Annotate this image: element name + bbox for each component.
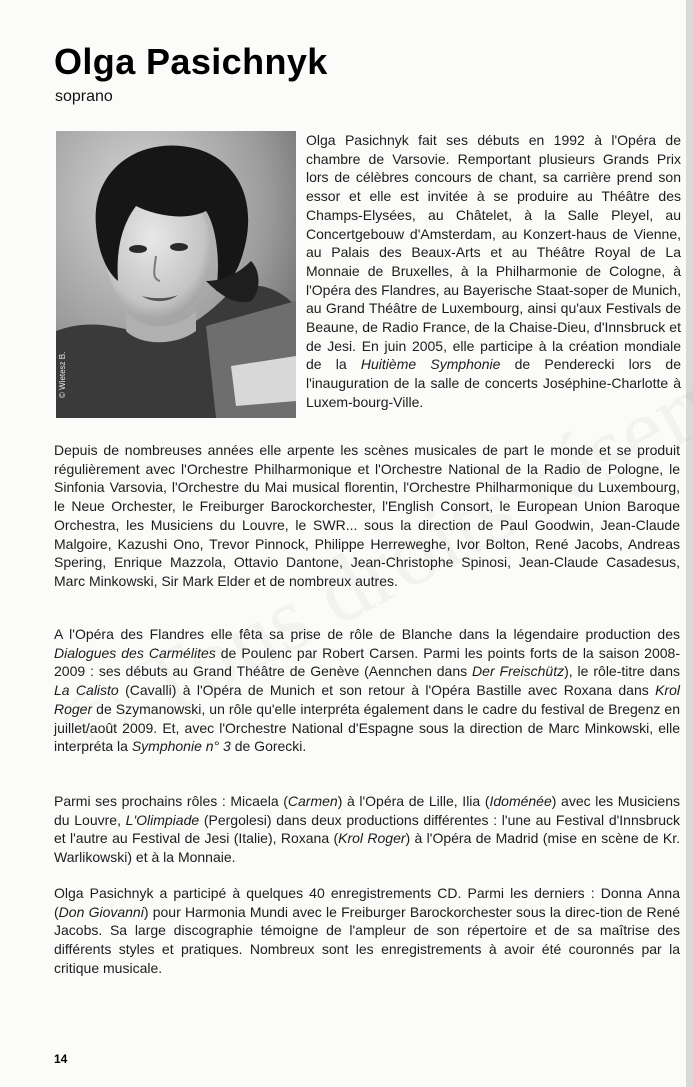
italic-title: Don Giovanni — [58, 903, 144, 920]
artist-name: Olga Pasichnyk — [54, 41, 328, 82]
italic-title: Krol Roger — [54, 682, 680, 717]
italic-title: Der Freischütz — [472, 663, 565, 680]
artist-role: soprano — [55, 88, 113, 105]
bio-paragraph-4: Parmi ses prochains rôles : Micaela (Carmen) à l'Opéra de Lille, Ilia (Idoménée) avec les Musiciens du Louvre, L'Olimpiade (Pergolesi) dans deux productions différentes : l'une au Festival d'Innsbruck et l'autre au Festival de Jesi (Italie), Roxana (Krol Roger) à l'Opéra de Madrid (mise en scène de Kr. Warlikowski) et à la Monnaie. — [54, 793, 681, 866]
portrait-illustration — [56, 131, 296, 418]
photo-credit: © Wietesz B. — [58, 351, 67, 398]
italic-title: Krol Roger — [338, 830, 406, 847]
bio-paragraph-2: Depuis de nombreuses années elle arpente les scènes musicales de part le monde et se produit régulièrement avec l'Orchestre Philharmonique et l'Orchestre National de la Radio de Pologne, le Sinfonia Varsovia, l'Orchestre du Mai musical florentin, l'Orchestre Philharmonique du Luxembourg, le Neue Orchester, le Freiburger Barockorchester, l'English Consort, le European Union Baroque Orchestra, les Musiciens du Louvre, le SWR... sous la direction de Paul Goodwin, Jean-Claude Malgoire, Kazushi Ono, Trevor Pinnock, Philippe Herreweghe, Ivor Bolton, René Jacobs, Andreas Spering, Enrique Mazzola, Ottavio Dantone, Jean-Christophe Spinosi, Jean-Claude Casadesus, Marc Minkowski, Sir Mark Elder et de nombreux autres. — [54, 442, 680, 589]
bio-paragraph-1: Olga Pasichnyk fait ses débuts en 1992 à l'Opéra de chambre de Varsovie. Remportant plusieurs Grands Prix lors de célèbres concours de chant, sa carrière prend son essor et elle est invitée à se produire au Théâtre des Champs-Elysées, au Châtelet, à la Salle Pleyel, au Concertgebouw d'Amsterdam, au Konzert-haus de Vienne, au Palais des Beaux-Arts et au Théâtre Royal de La Monnaie de Bruxelles, à la Philharmonie de Cologne, à l'Opéra des Flandres, au Bayerische Staat-soper de Munich, au Grand Théâtre de Luxembourg, ainsi qu'aux Festivals de Beaune, de Radio France, de la Chaise-Dieu, d'Innsbruck et de Jesi. En juin 2005, elle participe à la création mondiale de la Huitième Symphonie de Penderecki lors de l'inauguration de la salle de concerts Joséphine-Charlotte à Luxem-bourg-Ville. — [306, 132, 682, 410]
bio-paragraph-3: A l'Opéra des Flandres elle fêta sa prise de rôle de Blanche dans la légendaire production des Dialogues des Carmélites de Poulenc par Robert Carsen. Parmi les points forts de la saison 2008-2009 : ses débuts au Grand Théâtre de Genève (Aennchen dans Der Freischütz), le rôle-titre dans La Calisto (Cavalli) à l'Opéra de Munich et son retour à l'Opéra Bastille avec Roxana dans Krol Roger de Szymanowski, un rôle qu'elle interpréta également dans le cadre du festival de Bregenz en juillet/août 2009. Et, avec l'Orchestre National d'Espagne sous la direction de Marc Minkowski, elle interpréta la Symphonie n° 3 de Gorecki. — [54, 626, 680, 755]
italic-title: Symphonie n° 3 — [131, 738, 231, 755]
italic-title: L'Olimpiade — [125, 811, 200, 828]
artist-photo — [56, 131, 296, 418]
italic-title: Carmen — [287, 793, 338, 809]
bio-paragraph-5: Olga Pasichnyk a participé à quelques 40 enregistrements CD. Parmi les derniers : Donna Anna (Don Giovanni) pour Harmonia Mundi avec le Freiburger Barockorchester sous la direc-tion de René Jacobs. Sa large discographie témoigne de l'ampleur de son répertoire et de sa maîtrise des différents styles et pratiques. Nombreux sont les enregistrements à avoir été couronnés par la critique musicale. — [54, 885, 680, 976]
page-number: 14 — [54, 1052, 68, 1066]
italic-title: La Calisto — [54, 682, 119, 699]
italic-title: Dialogues des Carmélites — [54, 644, 216, 661]
page-edge — [686, 0, 693, 1087]
italic-title: Huitième Symphonie — [360, 356, 501, 373]
italic-title: Idoménée — [489, 793, 552, 809]
